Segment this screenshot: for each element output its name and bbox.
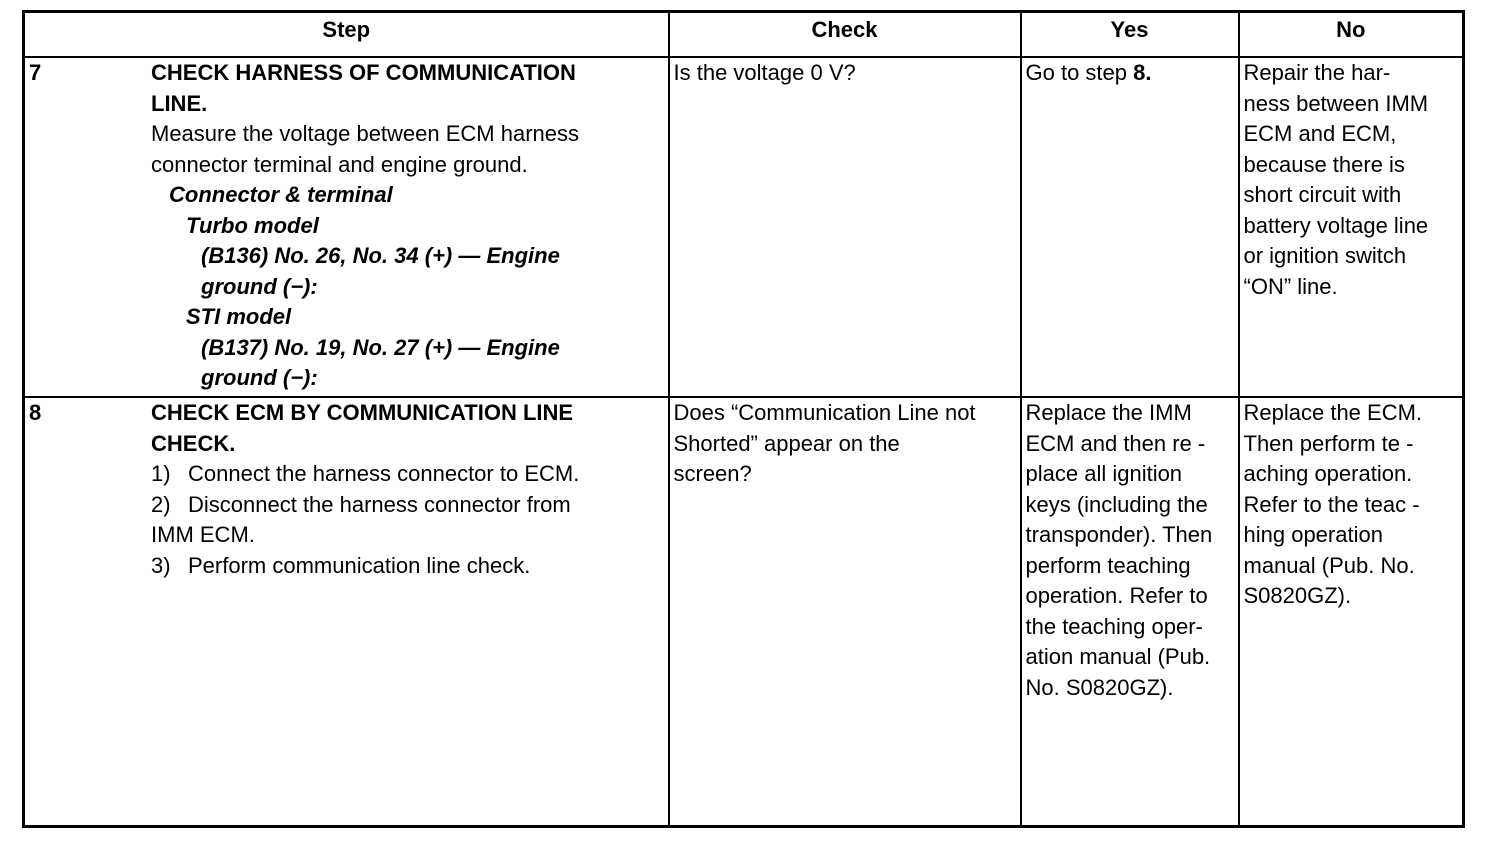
- yes-text: [1026, 58, 1234, 89]
- spec-sti-line1: (B137) No. 19, No. 27 (+) — Engine: [201, 334, 560, 360]
- step-description-line2: connector terminal and engine ground.: [151, 151, 528, 177]
- header-no: No: [1239, 12, 1464, 58]
- table-row-step-7: [24, 57, 1464, 397]
- check-text: Is the voltage 0 V?: [673, 60, 856, 85]
- procedure-item-text: Disconnect the harness connector from: [188, 491, 571, 517]
- header-yes: Yes: [1021, 12, 1239, 58]
- yes-text-line: ation manual (Pub.: [1025, 644, 1211, 669]
- yes-text-line: place all ignition: [1025, 461, 1183, 486]
- procedure-item-text: Perform communication line check.: [188, 552, 531, 578]
- yes-text-line: No. S0820GZ).: [1025, 674, 1174, 700]
- no-text-line: or ignition switch: [1243, 243, 1407, 268]
- connector-terminal-label: Connector & terminal: [169, 182, 393, 207]
- no-text-line: Repair the har-: [1243, 60, 1391, 85]
- no-cell: [1239, 57, 1464, 397]
- no-text-line: “ON” line.: [1243, 273, 1338, 299]
- check-text-line: Shorted” appear on the: [673, 430, 900, 456]
- step-title-line2: LINE.: [151, 90, 208, 116]
- diagnostic-table: [22, 10, 1465, 828]
- yes-prefix: Go to step: [1025, 60, 1128, 85]
- yes-text-line: the teaching oper-: [1025, 613, 1203, 639]
- header-row: [24, 12, 1464, 58]
- procedure-item-number: 2): [151, 491, 171, 517]
- procedure-item-number: 3): [151, 552, 171, 578]
- spec-turbo-line2: ground (−):: [201, 273, 318, 299]
- check-text-line: Does “Communication Line not: [673, 400, 976, 425]
- no-cell: [1239, 397, 1464, 827]
- no-text-line: manual (Pub. No.: [1243, 552, 1415, 578]
- step-title-line1: CHECK HARNESS OF COMMUNICATION: [151, 60, 576, 85]
- spec-turbo-line1: (B136) No. 26, No. 34 (+) — Engine: [201, 243, 560, 268]
- procedure-item-number: 1): [151, 461, 171, 486]
- model-label-sti: STI model: [186, 304, 292, 329]
- step-body: [151, 398, 664, 581]
- no-text-line: short circuit with: [1243, 182, 1402, 207]
- no-text-line: aching operation.: [1243, 461, 1413, 486]
- no-text-line: S0820GZ).: [1243, 583, 1352, 608]
- step-body: [151, 58, 664, 394]
- check-cell: [669, 397, 1021, 827]
- yes-cell: [1021, 57, 1239, 397]
- check-text-line: screen?: [673, 461, 752, 486]
- no-text-line: because there is: [1243, 151, 1405, 177]
- yes-step-ref: 8.: [1133, 60, 1152, 85]
- no-text-line: ness between IMM: [1243, 90, 1429, 116]
- procedure-item-text: Connect the harness connector to ECM.: [188, 461, 580, 486]
- yes-text-line: Replace the IMM: [1025, 400, 1192, 425]
- yes-text-line: ECM and then re -: [1025, 430, 1206, 456]
- header-step: Step: [24, 12, 669, 58]
- step-cell: [24, 57, 669, 397]
- procedure-item: [151, 459, 660, 490]
- header-check: Check: [669, 12, 1021, 58]
- step-description-line1: Measure the voltage between ECM harness: [151, 121, 580, 146]
- no-text-line: Refer to the teac -: [1243, 491, 1420, 517]
- step-number: 8: [29, 400, 42, 425]
- step-number: 7: [29, 60, 42, 85]
- no-text-line: ECM and ECM,: [1243, 121, 1397, 146]
- procedure-item-continuation: IMM ECM.: [151, 522, 255, 547]
- check-cell: [669, 57, 1021, 397]
- yes-cell: [1021, 397, 1239, 827]
- no-text-line: Replace the ECM.: [1243, 400, 1423, 425]
- no-text-line: battery voltage line: [1243, 212, 1429, 238]
- no-text-line: hing operation: [1243, 522, 1383, 547]
- table-row-step-8: [24, 397, 1464, 827]
- step-title-line1: CHECK ECM BY COMMUNICATION LINE: [151, 400, 574, 425]
- yes-text-line: transponder). Then: [1025, 522, 1213, 547]
- spec-sti-line2: ground (−):: [201, 365, 318, 390]
- step-title-line2: CHECK.: [151, 430, 236, 456]
- yes-text-line: keys (including the: [1025, 491, 1208, 517]
- no-text-line: Then perform te -: [1243, 430, 1414, 456]
- model-label-turbo: Turbo model: [186, 212, 319, 238]
- yes-text-line: operation. Refer to: [1025, 583, 1208, 608]
- step-cell: [24, 397, 669, 827]
- procedure-item: [151, 551, 660, 582]
- procedure-item: [151, 490, 660, 521]
- yes-text-line: perform teaching: [1025, 552, 1191, 578]
